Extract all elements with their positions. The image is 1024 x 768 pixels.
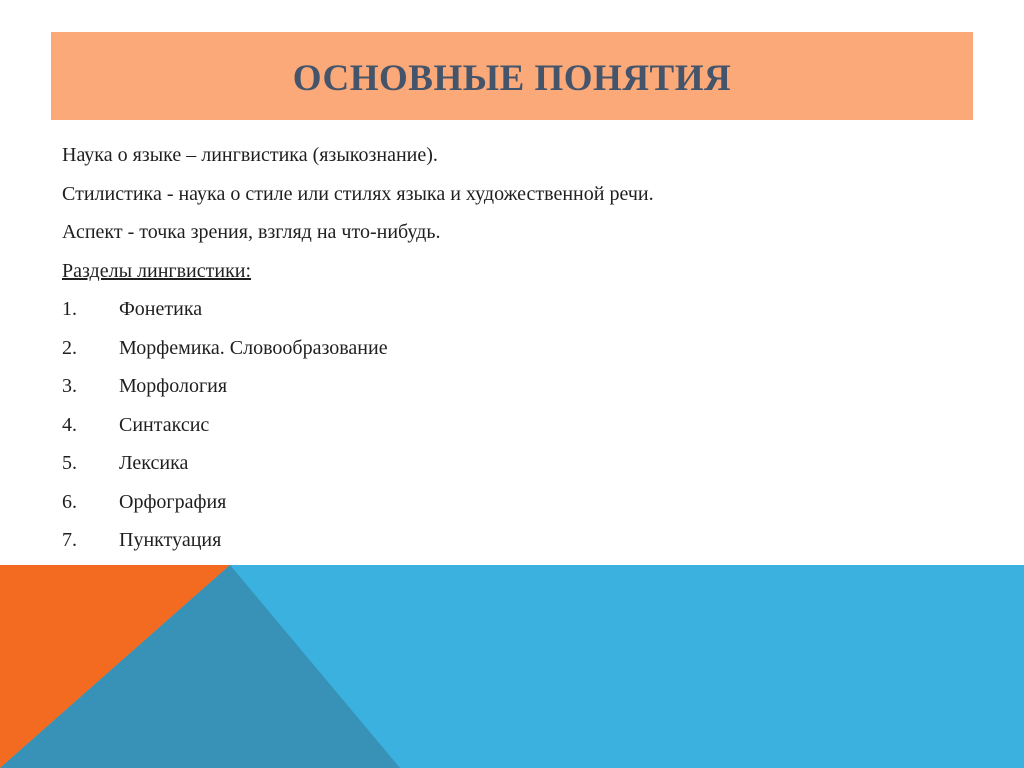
list-number: 5.: [62, 452, 77, 474]
list-text: Лексика: [119, 452, 189, 474]
list-number: 6.: [62, 490, 77, 513]
paragraph-stylistics: Стилистика - наука о стиле или стилях языка и художественной речи.: [62, 182, 654, 205]
list-text: Пунктуация: [119, 529, 222, 551]
list-text: Морфология: [119, 375, 228, 397]
list-number: 1.: [62, 298, 77, 320]
paragraph-aspect: Аспект - точка зрения, взгляд на что-нибудь.: [62, 221, 441, 243]
sections-heading: Разделы лингвистики:: [62, 259, 252, 282]
list-text: Морфемика. Словообразование: [119, 336, 388, 359]
slide-body: [62, 143, 962, 567]
list-item: [62, 297, 962, 321]
list-text: Фонетика: [119, 298, 203, 320]
paragraph-linguistics: Наука о языке – лингвистика (языкознание).: [62, 144, 438, 166]
list-number: 7.: [62, 529, 77, 551]
bottom-decoration: [0, 565, 1024, 768]
list-item: [62, 413, 962, 437]
list-number: 3.: [62, 375, 77, 397]
list-item: [62, 451, 962, 475]
list-number: 4.: [62, 413, 77, 436]
title-bar: [51, 32, 973, 120]
slide-title: ОСНОВНЫЕ ПОНЯТИЯ: [292, 57, 732, 99]
list-text: Орфография: [119, 490, 227, 513]
list-item: [62, 490, 962, 514]
list-item: [62, 528, 962, 552]
list-item: [62, 336, 962, 360]
list-text: Синтаксис: [119, 413, 210, 436]
list-number: 2.: [62, 336, 77, 359]
list-item: [62, 374, 962, 398]
